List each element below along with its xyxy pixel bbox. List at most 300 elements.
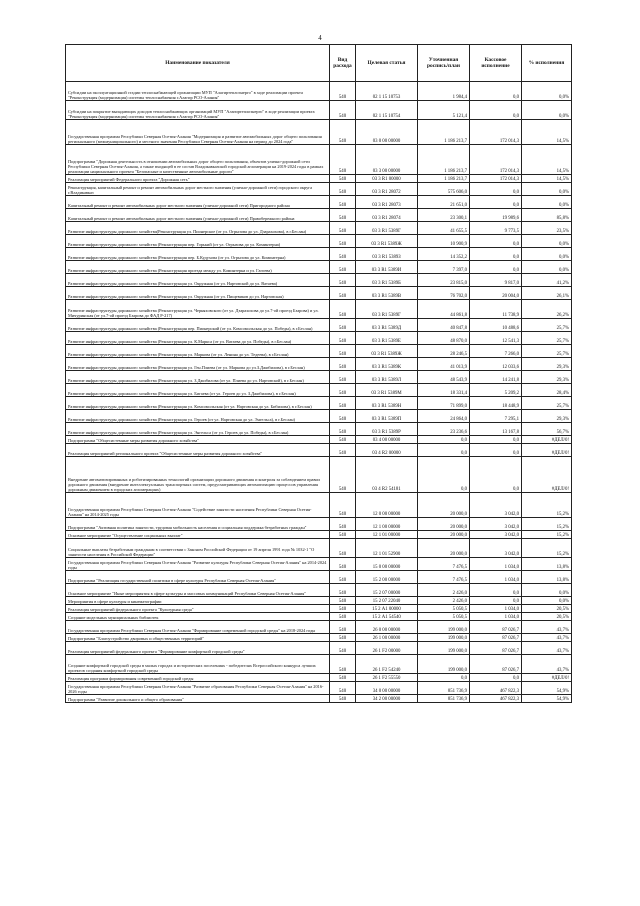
cell-cash: 7 295,1 — [470, 410, 522, 423]
cell-percent: 15,2% — [522, 493, 572, 518]
cell-target-code: 03 4 R2 00000 — [356, 444, 418, 457]
cell-percent: #ДЕЛ/0! — [522, 457, 572, 493]
cell-name: Государственная программа Республики Северная Осетия-Алания "Содействие занятости населения Республики Северная Осетия-Алания" на 2014-2025 годы — [66, 493, 330, 518]
cell-expense-kind: 540 — [330, 145, 356, 175]
cell-plan: 21 651,0 — [418, 196, 470, 209]
cell-plan: 10 900,9 — [418, 235, 470, 248]
cell-cash: 20 004,0 — [470, 287, 522, 300]
cell-cash: 0,0 — [470, 196, 522, 209]
cell-plan: 7 476,5 — [418, 558, 470, 571]
cell-expense-kind: 540 — [330, 384, 356, 397]
table-row — [66, 261, 572, 274]
cell-percent: 43,7% — [522, 655, 572, 674]
cell-cash: 11 738,9 — [470, 300, 522, 319]
cell-plan: 41 013,9 — [418, 358, 470, 371]
cell-name: Субсидии на покрытие выпадающих доходов теплоснабжающих организаций МУП "Алагиртеплоэнерго" в ходе реализации проекта "Реконструкция (модернизация) системы теплоснабжения г.Алагир РСО-Алания" — [66, 101, 330, 120]
cell-plan: 23 815,0 — [418, 274, 470, 287]
cell-cash: 0,0 — [470, 183, 522, 196]
cell-name: Государственная программа Республики Северная Осетия-Алания "Развитие образования Республики Северная Осетия-Алания" на 2016-2026 годы — [66, 682, 330, 695]
cell-plan: 2 426,0 — [418, 584, 470, 597]
cell-percent: 54,9% — [522, 682, 572, 695]
cell-plan: 40 847,8 — [418, 319, 470, 332]
cell-expense-kind: 540 — [330, 674, 356, 682]
cell-percent: 13,8% — [522, 571, 572, 584]
cell-name: Развитие инфраструктуры дорожного хозяйства (Реконструкция ул. Черняховского (от ул. Дзарахохова до ул.7-ой проезд Бзарова) и ул. Мичуринская (от ул.7-ой проезд Бзарова до ФАД Р-217) — [66, 300, 330, 319]
cell-target-code: 03 3 R1 5389Ж — [356, 345, 418, 358]
cell-target-code: 03 0 00 00000 — [356, 120, 418, 145]
cell-percent: 15,2% — [522, 539, 572, 558]
cell-plan: 14 352,2 — [418, 248, 470, 261]
header-plan: Уточненная роспись/план — [418, 45, 470, 82]
cell-plan: 71 899,0 — [418, 397, 470, 410]
cell-target-code: 15 2 00 00000 — [356, 571, 418, 584]
table-row — [66, 457, 572, 493]
cell-name: Развитие инфраструктуры дорожного хозяйства (Реконструкция пер. Пионерский (от ул. Комсомольская до ул. Победы), в г.Беслан) — [66, 319, 330, 332]
cell-expense-kind: 540 — [330, 300, 356, 319]
table-row — [66, 274, 572, 287]
cell-cash: 0,0 — [470, 597, 522, 605]
cell-expense-kind: 540 — [330, 235, 356, 248]
cell-target-code: 15 2 А1 00000 — [356, 605, 418, 613]
cell-name: Государственная программа Республики Северная Осетия-Алания "Формирование современной городской среды" на 2018-2024 годы — [66, 621, 330, 634]
cell-target-code: 26 1 F2 54240 — [356, 655, 418, 674]
cell-percent: 0,0% — [522, 597, 572, 605]
cell-plan: 199 000,0 — [418, 655, 470, 674]
cell-expense-kind: 540 — [330, 642, 356, 655]
cell-cash: 3 042,0 — [470, 539, 522, 558]
cell-target-code: 03 3 R1 5389Г — [356, 300, 418, 319]
cell-cash: 172 014,3 — [470, 145, 522, 175]
cell-name: Подпрограмма "Благоустройство дворовых и общественных территорий" — [66, 634, 330, 642]
cell-name: Подпрограмма "Общесистемные меры развития дорожного хозяйства" — [66, 436, 330, 444]
cell-cash: 0,0 — [470, 101, 522, 120]
cell-percent: 20,5% — [522, 605, 572, 613]
cell-target-code: 03 3 R1 00000 — [356, 175, 418, 183]
table-row — [66, 634, 572, 642]
cell-expense-kind: 540 — [330, 655, 356, 674]
table-row — [66, 82, 572, 101]
cell-target-code: 03 3 R1 5389Д — [356, 319, 418, 332]
cell-target-code: 03 3 R1 5389Г — [356, 222, 418, 235]
cell-cash: 3 042,0 — [470, 518, 522, 531]
cell-expense-kind: 540 — [330, 371, 356, 384]
table-row — [66, 183, 572, 196]
cell-percent: 23,5% — [522, 222, 572, 235]
table-row — [66, 539, 572, 558]
cell-plan: 1 984,4 — [418, 82, 470, 101]
cell-percent: 41,2% — [522, 274, 572, 287]
cell-name: Развитие инфраструктуры дорожного хозяйства (Реконструкция пер. Горький (от ул. Огрызова до ул. Коминтерна) — [66, 235, 330, 248]
cell-target-code: 03 3 R1 5389Е — [356, 332, 418, 345]
cell-cash: 0,0 — [470, 457, 522, 493]
table-row — [66, 332, 572, 345]
cell-name: Развитие инфраструктуры дорожного хозяйства (Реконструкция ул. Ген.Плиева (от ул. Маркова до ул.З.Джибилова), в г.Беслан) — [66, 358, 330, 371]
cell-name: Развитие инфраструктуры дорожного хозяйства (Реконструкция ул. Маркова (от ул. Ленина до ул. Тедеева), в г.Беслан) — [66, 345, 330, 358]
table-row — [66, 642, 572, 655]
cell-target-code: 03 4 00 00000 — [356, 436, 418, 444]
table-row — [66, 345, 572, 358]
table-row — [66, 655, 572, 674]
cell-expense-kind: 540 — [330, 634, 356, 642]
cell-cash: 10 488,6 — [470, 319, 522, 332]
cell-plan: 23 236,6 — [418, 423, 470, 436]
cell-target-code: 26 1 F2 00000 — [356, 642, 418, 655]
cell-name: Развитие инфраструктуры дорожного хозяйства (Реконструкция ул. Окружная (от ул. Нартовской до ул. Ватаева) — [66, 274, 330, 287]
cell-percent: 15,2% — [522, 531, 572, 539]
cell-plan: 851 736,9 — [418, 682, 470, 695]
cell-name: Развитие инфраструктуры дорожного хозяйства (Реконструкция ул. К.Маркса (от ул. Ватаева до ул. Победы), в г.Беслан) — [66, 332, 330, 345]
table-row — [66, 423, 572, 436]
table-row — [66, 444, 572, 457]
cell-plan: 23 300,1 — [418, 209, 470, 222]
cell-cash: 0,0 — [470, 235, 522, 248]
cell-expense-kind: 540 — [330, 209, 356, 222]
cell-name: Основное мероприятие "Иные мероприятия в сфере культуры и массовых коммуникаций Республики Северная Осетия-Алания" — [66, 584, 330, 597]
cell-percent: 25,7% — [522, 319, 572, 332]
cell-cash: 9 773,5 — [470, 222, 522, 235]
cell-plan: 44 861,8 — [418, 300, 470, 319]
cell-cash: 87 026,7 — [470, 655, 522, 674]
cell-name: Реализация мероприятий федерального проекта "Культурная среда" — [66, 605, 330, 613]
cell-plan: 0,0 — [418, 457, 470, 493]
cell-percent: 15,2% — [522, 518, 572, 531]
table-row — [66, 613, 572, 621]
table-row — [66, 493, 572, 518]
cell-cash: 467 822,3 — [470, 695, 522, 703]
table-row — [66, 584, 572, 597]
cell-name: Развитие инфраструктуры дорожного хозяйства (Реконструкция ул. Героев (от ул. Нартовская до ул. Энгельса), в г.Беслан) — [66, 410, 330, 423]
table-row — [66, 371, 572, 384]
cell-name: Реализация мероприятий федерального проекта "Формирование комфортной городской среды" — [66, 642, 330, 655]
cell-percent: 0,0% — [522, 235, 572, 248]
cell-percent: #ДЕЛ/0! — [522, 436, 572, 444]
cell-name: Развитие инфраструктуры дорожного хозяйства (Реконструкция ул. Бигаева (от ул. Героев до ул. З.Джибилова), в г.Беслан) — [66, 384, 330, 397]
cell-expense-kind: 540 — [330, 196, 356, 209]
header-name: Наименование показателя — [66, 45, 330, 82]
table-row — [66, 120, 572, 145]
cell-percent: 0,0% — [522, 584, 572, 597]
cell-name: Создание модельных муниципальных библиотек — [66, 613, 330, 621]
cell-plan: 41 655,5 — [418, 222, 470, 235]
cell-plan: 48 543,9 — [418, 371, 470, 384]
table-row — [66, 695, 572, 703]
cell-name: Развитие инфраструктуры дорожного хозяйства (Реконструкция ул. Комсомольская (от ул. Нартовская до ул. Бибилова), в г.Беслан) — [66, 397, 330, 410]
cell-target-code: 15 0 00 00000 — [356, 558, 418, 571]
cell-target-code: 03 3 R1 5389К — [356, 358, 418, 371]
cell-target-code: 12 1 01 00000 — [356, 531, 418, 539]
cell-cash: 172 014,3 — [470, 120, 522, 145]
cell-expense-kind: 540 — [330, 345, 356, 358]
cell-plan: 5 121,4 — [418, 101, 470, 120]
cell-target-code: 26 0 00 00000 — [356, 621, 418, 634]
table-row — [66, 235, 572, 248]
cell-target-code: 15 2 07 22040 — [356, 597, 418, 605]
cell-expense-kind: 540 — [330, 101, 356, 120]
cell-cash: 1 034,0 — [470, 613, 522, 621]
cell-plan: 28 246,5 — [418, 345, 470, 358]
table-body — [66, 82, 572, 703]
table-row — [66, 175, 572, 183]
cell-name: Мероприятия в сфере культуры и кинематографии — [66, 597, 330, 605]
cell-target-code: 03 3 R1 5389И — [356, 261, 418, 274]
cell-cash: 3 042,0 — [470, 531, 522, 539]
cell-target-code: 12 1 01 52900 — [356, 539, 418, 558]
cell-name: Развитие инфраструктуры дорожного хозяйства (Реконструкция пер. Б.Кудухова (от ул. Огрызова до ул. Коминтерна) — [66, 248, 330, 261]
cell-expense-kind: 540 — [330, 120, 356, 145]
cell-expense-kind: 540 — [330, 444, 356, 457]
table-row — [66, 571, 572, 584]
cell-expense-kind: 540 — [330, 397, 356, 410]
cell-cash: 1 034,0 — [470, 571, 522, 584]
table-row — [66, 621, 572, 634]
table-row — [66, 287, 572, 300]
cell-expense-kind: 540 — [330, 410, 356, 423]
cell-cash: 0,0 — [470, 82, 522, 101]
cell-name: Подпрограмма "Развитие дошкольного и общего образования" — [66, 695, 330, 703]
cell-cash: 1 034,0 — [470, 605, 522, 613]
cell-target-code: 34 0 00 00000 — [356, 682, 418, 695]
cell-cash: 0,0 — [470, 261, 522, 274]
cell-target-code: 26 1 00 00000 — [356, 634, 418, 642]
cell-plan: 0,0 — [418, 436, 470, 444]
cell-target-code: 34 2 00 00000 — [356, 695, 418, 703]
table-row — [66, 384, 572, 397]
table-row — [66, 319, 572, 332]
table-row — [66, 196, 572, 209]
table-row — [66, 145, 572, 175]
cell-percent: 56,7% — [522, 423, 572, 436]
cell-plan: 7 397,0 — [418, 261, 470, 274]
table-row — [66, 436, 572, 444]
cell-expense-kind: 540 — [330, 621, 356, 634]
cell-cash: 0,0 — [470, 436, 522, 444]
page-number: 4 — [318, 34, 322, 42]
cell-expense-kind: 540 — [330, 613, 356, 621]
cell-target-code: 03 3 R1 5389Р — [356, 423, 418, 436]
cell-percent: 54,9% — [522, 695, 572, 703]
cell-target-code: 03 3 R1 5389Ж — [356, 235, 418, 248]
cell-target-code: 15 2 07 00000 — [356, 584, 418, 597]
cell-plan: 0,0 — [418, 674, 470, 682]
cell-plan: 18 331,4 — [418, 384, 470, 397]
cell-plan: 76 702,0 — [418, 287, 470, 300]
cell-plan: 575 606,0 — [418, 183, 470, 196]
cell-target-code: 03 3 R1 5389Л — [356, 371, 418, 384]
cell-percent: 25,7% — [522, 332, 572, 345]
cell-percent: 29,3% — [522, 410, 572, 423]
cell-target-code: 03 3 R1 5389В — [356, 287, 418, 300]
table-row — [66, 209, 572, 222]
cell-plan: 20 000,0 — [418, 493, 470, 518]
cell-cash: 0,0 — [470, 674, 522, 682]
table-row — [66, 531, 572, 539]
cell-expense-kind: 540 — [330, 287, 356, 300]
cell-name: Развитие инфраструктуры дорожного хозяйства(Реконструкция ул. Пионерское (от ул. Огрызова до ул. Дзарахохова), в г.Беслан) — [66, 222, 330, 235]
cell-target-code: 03 3 R1 5389М — [356, 384, 418, 397]
cell-percent: 26,1% — [522, 287, 572, 300]
cell-expense-kind: 540 — [330, 682, 356, 695]
cell-expense-kind: 540 — [330, 558, 356, 571]
table-row — [66, 674, 572, 682]
cell-target-code: 03 3 R1 28072 — [356, 183, 418, 196]
cell-target-code: 02 1 15 10753 — [356, 82, 418, 101]
cell-plan: 20 000,0 — [418, 518, 470, 531]
cell-cash: 87 026,7 — [470, 621, 522, 634]
cell-percent: 26,2% — [522, 300, 572, 319]
cell-expense-kind: 540 — [330, 539, 356, 558]
cell-expense-kind: 540 — [330, 493, 356, 518]
cell-percent: 0,0% — [522, 196, 572, 209]
cell-target-code: 03 3 R1 5389П — [356, 410, 418, 423]
cell-expense-kind: 540 — [330, 175, 356, 183]
cell-expense-kind: 540 — [330, 531, 356, 539]
cell-cash: 87 026,7 — [470, 642, 522, 655]
cell-name: Капитальный ремонт и ремонт автомобильных дорог местного значения (улично-дорожной сети) Правобережного района — [66, 209, 330, 222]
cell-percent: 43,7% — [522, 621, 572, 634]
table-header-row — [66, 45, 572, 82]
cell-cash: 467 822,3 — [470, 682, 522, 695]
cell-name: Подпрограмма "Реализация государственной политики в сфере культуры Республики Северная Осетия-Алания" — [66, 571, 330, 584]
cell-cash: 7 266,0 — [470, 345, 522, 358]
cell-name: Развитие инфраструктуры дорожного хозяйства (Реконструкция ул. З.Джибилова (от ул. Плиева до ул. Нартовской), в г.Беслан) — [66, 371, 330, 384]
cell-expense-kind: 540 — [330, 319, 356, 332]
cell-target-code: 12 0 00 00000 — [356, 493, 418, 518]
cell-cash: 18 448,9 — [470, 397, 522, 410]
cell-percent: 0,0% — [522, 183, 572, 196]
cell-percent: #ДЕЛ/0! — [522, 674, 572, 682]
cell-percent: 0,0% — [522, 248, 572, 261]
cell-plan: 20 000,0 — [418, 531, 470, 539]
cell-percent: 29,3% — [522, 358, 572, 371]
table-row — [66, 605, 572, 613]
cell-percent: 29,3% — [522, 371, 572, 384]
cell-name: Подпрограмма "Дорожная деятельность в отношении автомобильных дорог общего пользования, объектов улично-дорожной сети Республики Северная Осетия-Алания, а также входящей в ее состав Владикавказской городской агломерации на 2019-2024 годы в рамках реализации национального проекта "Безопасные и качественные автомобильные дороги" — [66, 145, 330, 175]
cell-percent: 25,7% — [522, 397, 572, 410]
cell-target-code: 03 3 R1 28073 — [356, 196, 418, 209]
cell-plan: 1 186 213,7 — [418, 175, 470, 183]
cell-name: Государственная программа Республики Северная Осетия-Алания "Модернизация и развитие автомобильных дорог общего пользования регионального (межмуниципального) и местного значения Республики Северная Осетия-Алания на период до 2024 года" — [66, 120, 330, 145]
cell-percent: #ДЕЛ/0! — [522, 444, 572, 457]
cell-percent: 43,7% — [522, 634, 572, 642]
cell-plan: 0,0 — [418, 444, 470, 457]
cell-percent: 20,5% — [522, 613, 572, 621]
cell-target-code: 03 3 R1 28074 — [356, 209, 418, 222]
cell-expense-kind: 540 — [330, 457, 356, 493]
cell-target-code: 02 1 15 10754 — [356, 101, 418, 120]
table-row — [66, 397, 572, 410]
cell-name: Реконструкция, капитальный ремонт и ремонт автомобильных дорог местного значения (улично-дорожной сети) городского округа г.Владикавказ — [66, 183, 330, 196]
cell-expense-kind: 540 — [330, 274, 356, 287]
cell-percent: 0,0% — [522, 101, 572, 120]
table-row — [66, 558, 572, 571]
cell-target-code: 03 3 R1 5389Н — [356, 397, 418, 410]
cell-plan: 851 736,9 — [418, 695, 470, 703]
cell-plan: 24 864,0 — [418, 410, 470, 423]
header-target: Целевая статья — [356, 45, 418, 82]
cell-expense-kind: 540 — [330, 518, 356, 531]
table-row — [66, 682, 572, 695]
cell-expense-kind: 540 — [330, 423, 356, 436]
table-row — [66, 358, 572, 371]
cell-name: Реализация мероприятий Федерального проекта "Дорожная сеть" — [66, 175, 330, 183]
cell-target-code: 03 3 R1 5389Б — [356, 274, 418, 287]
cell-cash: 5 209,2 — [470, 384, 522, 397]
cell-plan: 199 000,0 — [418, 634, 470, 642]
table-row — [66, 300, 572, 319]
cell-name: Внедрение автоматизированных и роботизированных технологий организации дорожного движения и контроля за соблюдением правил дорожного движения (внедрение интеллектуальных транспортных систем, предусматривающих автоматизацию процессов управления дорожным движением в городских агломерациях) — [66, 457, 330, 493]
cell-target-code: 03 4 R2 54181 — [356, 457, 418, 493]
cell-name: Развитие инфраструктуры дорожного хозяйства (Реконструкция проезда между ул. Коминтерна и ул. Гагоева) — [66, 261, 330, 274]
cell-percent: 14,5% — [522, 175, 572, 183]
table-row — [66, 248, 572, 261]
cell-expense-kind: 540 — [330, 597, 356, 605]
cell-name: Субсидии на эксплуатационной стадии теплоснабжающей организации МУП "Алагиртеплоэнерго" в ходе реализации проекта "Реконструкция (модернизация) системы теплоснабжения г.Алагир РСО-Алания" — [66, 82, 330, 101]
cell-plan: 1 186 213,7 — [418, 120, 470, 145]
cell-plan: 1 186 213,7 — [418, 145, 470, 175]
cell-percent: 43,7% — [522, 642, 572, 655]
cell-plan: 2 426,0 — [418, 597, 470, 605]
cell-cash: 1 034,0 — [470, 558, 522, 571]
cell-plan: 5 050,5 — [418, 605, 470, 613]
cell-expense-kind: 540 — [330, 584, 356, 597]
cell-target-code: 26 1 F2 55550 — [356, 674, 418, 682]
cell-expense-kind: 540 — [330, 358, 356, 371]
header-percent: % исполнения — [522, 45, 572, 82]
cell-cash: 3 042,0 — [470, 493, 522, 518]
cell-plan: 199 000,0 — [418, 621, 470, 634]
table-row — [66, 518, 572, 531]
cell-expense-kind: 540 — [330, 222, 356, 235]
cell-percent: 14,5% — [522, 145, 572, 175]
cell-plan: 20 000,0 — [418, 539, 470, 558]
cell-percent: 25,7% — [522, 345, 572, 358]
cell-name: Социальные выплаты безработным гражданам в соответствии с Законом Российской Федерации от 19 апреля 1991 года № 1032-1 "О занятости населения в Российской Федерации" — [66, 539, 330, 558]
cell-target-code: 12 1 00 00000 — [356, 518, 418, 531]
cell-cash: 87 026,7 — [470, 634, 522, 642]
cell-expense-kind: 540 — [330, 332, 356, 345]
cell-cash: 0,0 — [470, 248, 522, 261]
cell-name: Основное мероприятие "Осуществление социальных выплат" — [66, 531, 330, 539]
cell-percent: 13,8% — [522, 558, 572, 571]
cell-cash: 9 817,0 — [470, 274, 522, 287]
cell-percent: 14,5% — [522, 120, 572, 145]
cell-cash: 172 014,3 — [470, 175, 522, 183]
cell-cash: 19 989,6 — [470, 209, 522, 222]
cell-expense-kind: 540 — [330, 695, 356, 703]
cell-expense-kind: 540 — [330, 248, 356, 261]
cell-cash: 13 167,8 — [470, 423, 522, 436]
cell-cash: 12 033,6 — [470, 358, 522, 371]
table-row — [66, 597, 572, 605]
cell-cash: 12 541,3 — [470, 332, 522, 345]
table-row — [66, 222, 572, 235]
header-cash: Кассовое исполнение — [470, 45, 522, 82]
cell-name: Подпрограмма "Активная политика занятости, трудовая мобильность населения и социальная поддержка безработных граждан" — [66, 518, 330, 531]
cell-expense-kind: 540 — [330, 82, 356, 101]
cell-expense-kind: 540 — [330, 571, 356, 584]
table-row — [66, 410, 572, 423]
cell-name: Создание комфортной городской среды в малых городах и исторических поселениях - победителях Всероссийского конкурса лучших проектов создания комфортной городской среды — [66, 655, 330, 674]
cell-plan: 5 050,5 — [418, 613, 470, 621]
cell-name: Реализация программ формирования современной городской среды — [66, 674, 330, 682]
cell-target-code: 15 2 А1 54540 — [356, 613, 418, 621]
cell-target-code: 03 3 00 00000 — [356, 145, 418, 175]
cell-plan: 199 000,0 — [418, 642, 470, 655]
cell-cash: 14 241,8 — [470, 371, 522, 384]
cell-name: Государственная программа Республики Северная Осетия-Алания "Развитие культуры Республики Северная Осетия-Алания" на 2014-2024 годы — [66, 558, 330, 571]
cell-plan: 48 870,0 — [418, 332, 470, 345]
cell-name: Реализация мероприятий регионального проекта "Общесистемные меры развития дорожного хозяйства" — [66, 444, 330, 457]
